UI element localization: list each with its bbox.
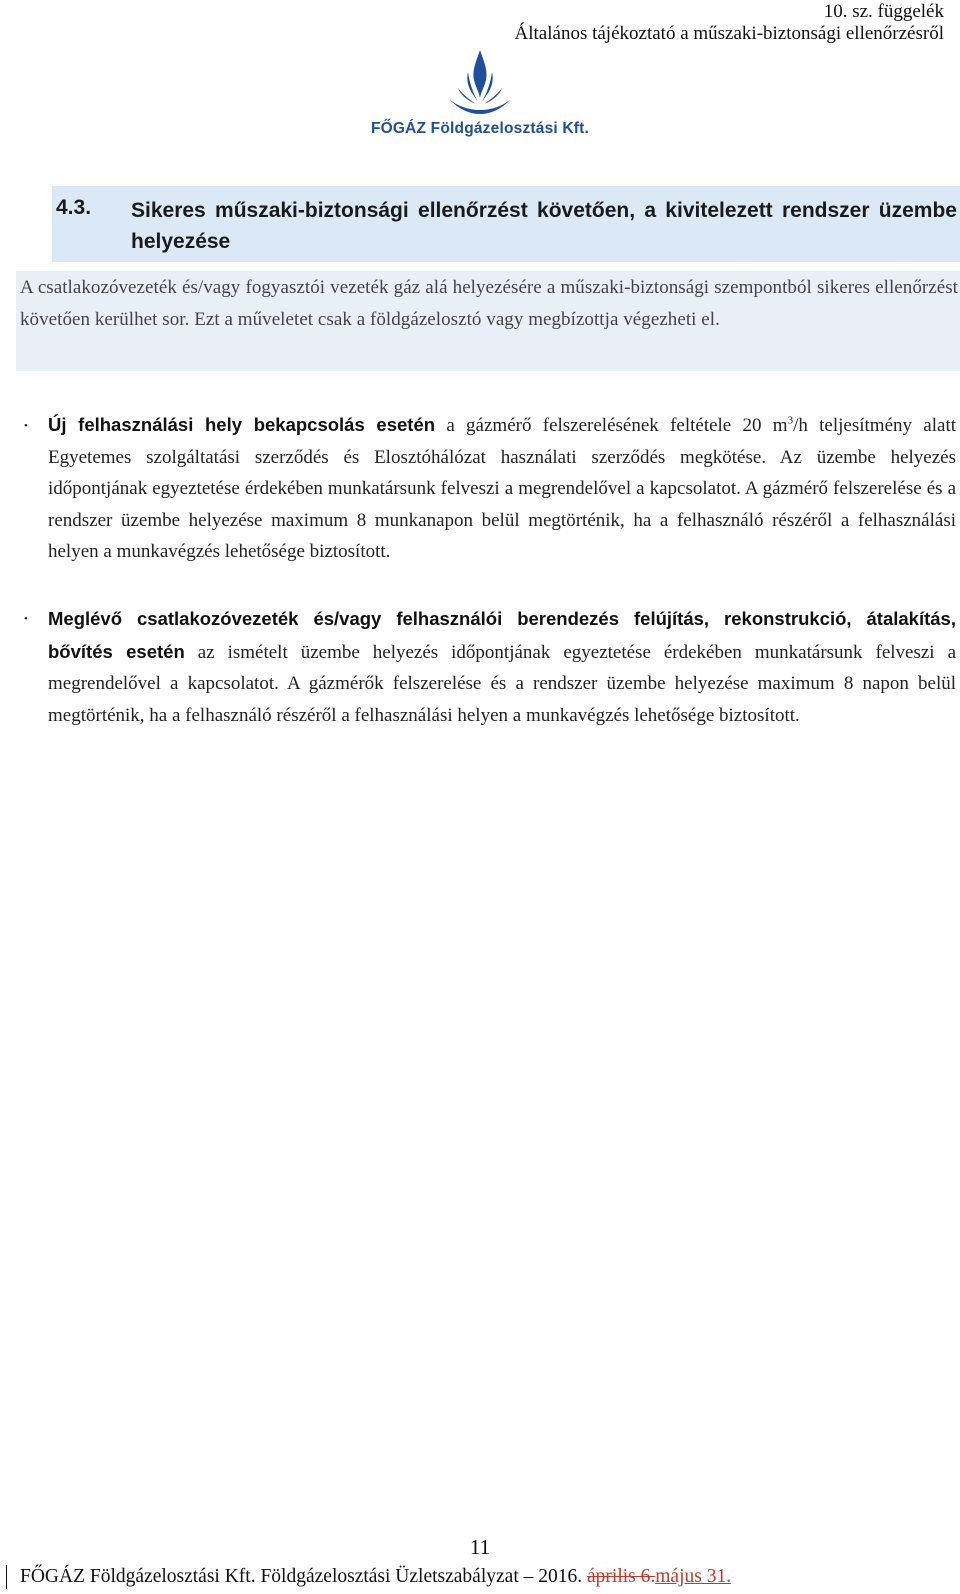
document-subtitle: Általános tájékoztató a műszaki-biztonsági ellenőrzésről: [514, 23, 944, 44]
footer-deleted-date: április 6.: [587, 1566, 656, 1587]
list-item: [48, 603, 956, 731]
list-item: [48, 409, 956, 568]
superscript: 3: [787, 414, 794, 427]
logo-text: FŐGÁZ Földgázelosztási Kft.: [370, 120, 590, 137]
section-number: 4.3.: [56, 196, 92, 219]
item-text-continued: /h teljesítmény alatt Egyetemes szolgáltatási szerződés és Elosztóhálózat használati szerződés megkötése. Az üzembe helyezés időpontjának egyeztetése érdekében munkatársunk felveszi a megrendelővel a kapcsolatot. A gázmérő felszerelése és a rendszer üzembe helyezése maximum 8 munkanapon belül megtörténik, ha a felhasználó részéről a felhasználási helyen a munkavégzés lehetősége biztosított.: [48, 415, 957, 563]
appendix-label: 10. sz. függelék: [823, 1, 944, 22]
section-title: Sikeres műszaki-biztonsági ellenőrzést követően, a kivitelezett rendszer üzembe helyezése: [131, 199, 957, 253]
company-logo: [360, 48, 600, 144]
item-bold-lead: Meglévő csatlakozóvezeték és/vagy felhasználói berendezés felújítás, rekonstrukció, átalakítás, bővítés esetén: [48, 608, 956, 662]
intro-paragraph: A csatlakozóvezeték és/vagy fogyasztói vezeték gáz alá helyezésére a műszaki-biztonsági szempontból sikeres ellenőrzést követően kerülhet sor. Ezt a műveletet csak a földgázelosztó vagy megbízottja végezheti el.: [20, 277, 958, 330]
flame-logo-icon: [446, 48, 514, 118]
revision-bar: [6, 1565, 7, 1589]
bullet-marker: •: [24, 420, 28, 432]
page-footer: [20, 1566, 731, 1588]
item-text: a gázmérő felszerelésének feltétele 20 m: [435, 415, 788, 436]
item-text: az ismételt üzembe helyezés időpontjának egyeztetése érdekében munkatársunk felveszi a megrendelővel a kapcsolatot. A gázmérők felszerelése és a rendszer üzembe helyezése maximum 8 napon belül megtörténik, ha a felhasználó részéről a felhasználási helyen a munkavégzés lehetősége biztosított.: [48, 641, 956, 726]
footer-inserted-date: május 31.: [655, 1566, 732, 1587]
footer-text: FŐGÁZ Földgázelosztási Kft. Földgázelosztási Üzletszabályzat – 2016.: [20, 1566, 587, 1587]
bullet-marker: •: [24, 613, 28, 625]
page-number: 11: [469, 1535, 491, 1559]
item-bold-lead: Új felhasználási hely bekapcsolás esetén: [48, 414, 436, 435]
